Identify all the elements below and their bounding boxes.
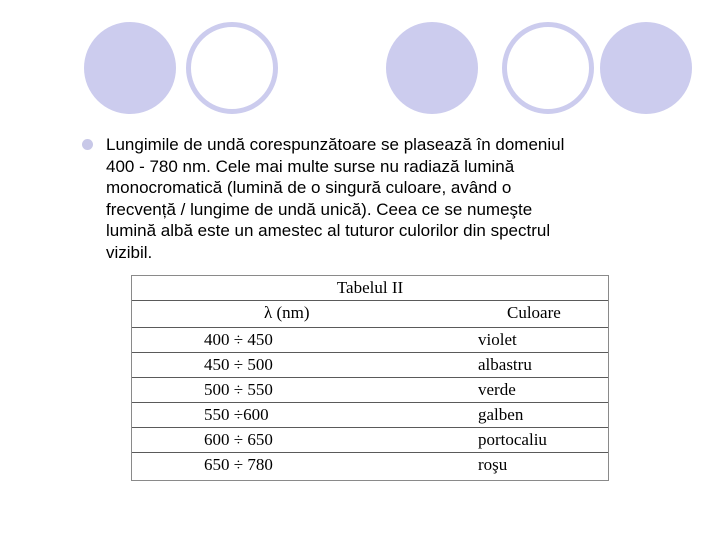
header-color: Culoare: [507, 303, 561, 322]
range-cell: 600 ÷ 650: [204, 430, 273, 449]
color-cell: roşu: [478, 455, 508, 474]
color-cell: portocaliu: [478, 430, 547, 449]
header-wavelength: λ (nm): [264, 303, 310, 322]
table-row: [132, 328, 608, 353]
range-cell: 450 ÷ 500: [204, 355, 273, 374]
table-row: [132, 378, 608, 403]
bullet-line: Lungimile de undă corespunzătoare se plasează în domeniul: [106, 135, 565, 154]
color-cell: violet: [478, 330, 517, 349]
table-header-row: [132, 301, 608, 328]
table-title-row: [132, 276, 608, 301]
decor-circle-4: [502, 22, 594, 114]
table-row: [132, 453, 608, 480]
range-cell: 650 ÷ 780: [204, 455, 273, 474]
table-title: Tabelul II: [336, 278, 404, 297]
range-cell: 400 ÷ 450: [204, 330, 273, 349]
range-cell: 500 ÷ 550: [204, 380, 273, 399]
color-cell: albastru: [478, 355, 532, 374]
color-cell: galben: [478, 405, 524, 424]
bullet-line: vizibil.: [106, 242, 153, 262]
wavelength-table: [131, 275, 609, 481]
table-row: [132, 428, 608, 453]
bullet-line: 400 - 780 nm. Cele mai multe surse nu radiază lumină: [106, 156, 515, 176]
decor-circle-1: [84, 22, 176, 114]
bullet-line: frecvență / lungime de undă unică). Ceea ce se numeşte: [106, 199, 533, 219]
range-cell: 550 ÷600: [204, 405, 269, 424]
bullet-line: monocromatică (lumină de o singură culoare, având o: [106, 178, 512, 197]
bullet-line: lumină albă este un amestec al tuturor culorilor din spectrul: [106, 221, 551, 240]
decor-circle-3: [386, 22, 478, 114]
table-row: [132, 353, 608, 378]
bullet-dot-icon: [82, 139, 93, 150]
decor-circle-2: [186, 22, 278, 114]
table-row: [132, 403, 608, 428]
decor-circle-5: [600, 22, 692, 114]
color-cell: verde: [478, 380, 516, 399]
bullet-text: [106, 134, 686, 263]
